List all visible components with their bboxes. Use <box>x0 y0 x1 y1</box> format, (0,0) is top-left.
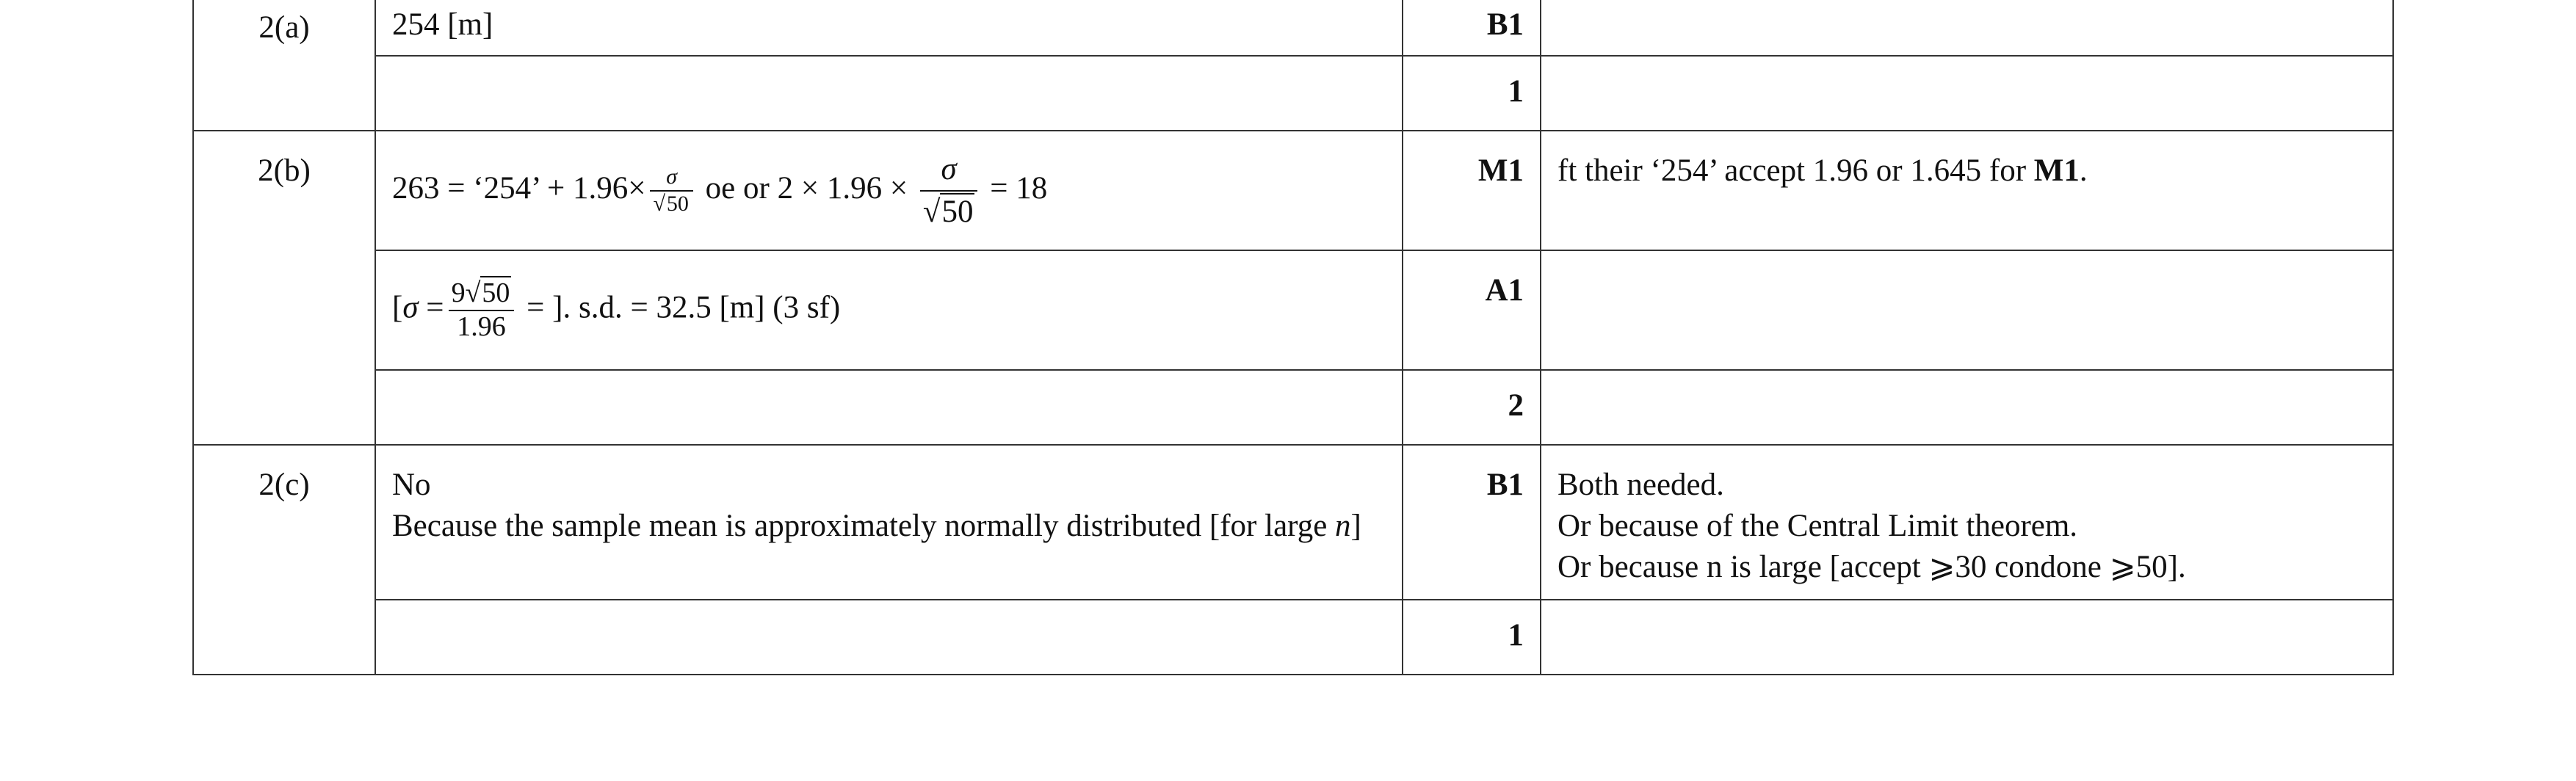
row-2b-method <box>193 131 2393 250</box>
fraction-sigma-over-root50-large: $\frac{\sigma}{√50}$ <box>920 149 978 233</box>
guidance-2c-line2: Or because of the Central Limit theorem. <box>1557 508 2078 543</box>
question-number-2a: 2(a) <box>193 0 375 131</box>
guidance-2b <box>1541 131 2393 250</box>
guidance-2a-empty <box>1541 56 2393 131</box>
mark-scheme-table <box>192 0 2394 675</box>
answer-2c-line1: No <box>392 468 431 502</box>
total-2c: 1 <box>1403 600 1541 675</box>
answer-2b-method <box>375 131 1403 250</box>
equation-mid: oe or 2 × 1.96 × <box>705 170 908 206</box>
mark-2b-m1: M1 <box>1403 131 1541 250</box>
answer-2c <box>375 445 1403 600</box>
fraction-denominator: 50 <box>666 191 689 216</box>
fraction-9root50-over-196: $\frac{9√50}{1.96}$ <box>449 277 515 343</box>
answer-2c-line2: Because the sample mean is approximately normally distributed [for large <box>392 508 1328 543</box>
equation-lhs: 263 = ‘254’ + 1.96× <box>392 170 646 206</box>
guidance-2b-accuracy-empty <box>1541 250 2393 370</box>
bracket-close: ] <box>1350 508 1361 543</box>
answer-2a-empty <box>375 56 1403 131</box>
sigma-symbol: σ <box>402 290 419 325</box>
fraction-radicand: 50 <box>482 277 510 308</box>
guidance-2b-empty <box>1541 370 2393 445</box>
equation-rhs: = 18 <box>990 170 1048 206</box>
fraction-denominator: 1.96 <box>457 310 506 342</box>
fraction-numerator: σ <box>920 149 978 192</box>
guidance-bold-mark: M1 <box>2033 153 2080 188</box>
row-2b-total <box>193 370 2393 445</box>
row-2a-total <box>193 56 2393 131</box>
mark-2c: B1 <box>1403 445 1541 600</box>
row-2a-answer <box>193 0 2393 56</box>
row-2c-total <box>193 600 2393 675</box>
total-2b: 2 <box>1403 370 1541 445</box>
equals-sign: = <box>426 290 444 325</box>
answer-2b-empty <box>375 370 1403 445</box>
guidance-2c-line1: Both needed. <box>1557 468 1724 502</box>
answer-2b-accuracy <box>375 250 1403 370</box>
guidance-2c <box>1541 445 2393 600</box>
fraction-numerator: σ <box>650 164 692 192</box>
mark-2b-a1: A1 <box>1403 250 1541 370</box>
row-2b-accuracy <box>193 250 2393 370</box>
answer-2a: 254 [m] <box>375 0 1403 56</box>
variable-n: n <box>1335 508 1351 543</box>
guidance-text: ft their ‘254’ accept 1.96 or 1.645 for <box>1557 153 2027 188</box>
fraction-denominator: 50 <box>941 194 974 229</box>
bracket-open: [ <box>392 290 403 325</box>
guidance-2c-empty <box>1541 600 2393 675</box>
guidance-punct: . <box>2079 153 2088 188</box>
question-number-2c: 2(c) <box>193 445 375 675</box>
answer-2c-empty <box>375 600 1403 675</box>
question-number-2b: 2(b) <box>193 131 375 445</box>
guidance-2c-line3: Or because n is large [accept ⩾30 condone ⩾50]. <box>1557 549 2186 584</box>
guidance-2a <box>1541 0 2393 56</box>
fraction-sigma-over-root50: $\frac{\sigma}{√50}$ <box>650 164 692 217</box>
fraction-coefficient: 9 <box>451 277 466 308</box>
mark-2a: B1 <box>1403 0 1541 56</box>
sd-result: = ]. s.d. = 32.5 [m] (3 sf) <box>527 290 841 325</box>
total-2a: 1 <box>1403 56 1541 131</box>
row-2c-answer <box>193 445 2393 600</box>
